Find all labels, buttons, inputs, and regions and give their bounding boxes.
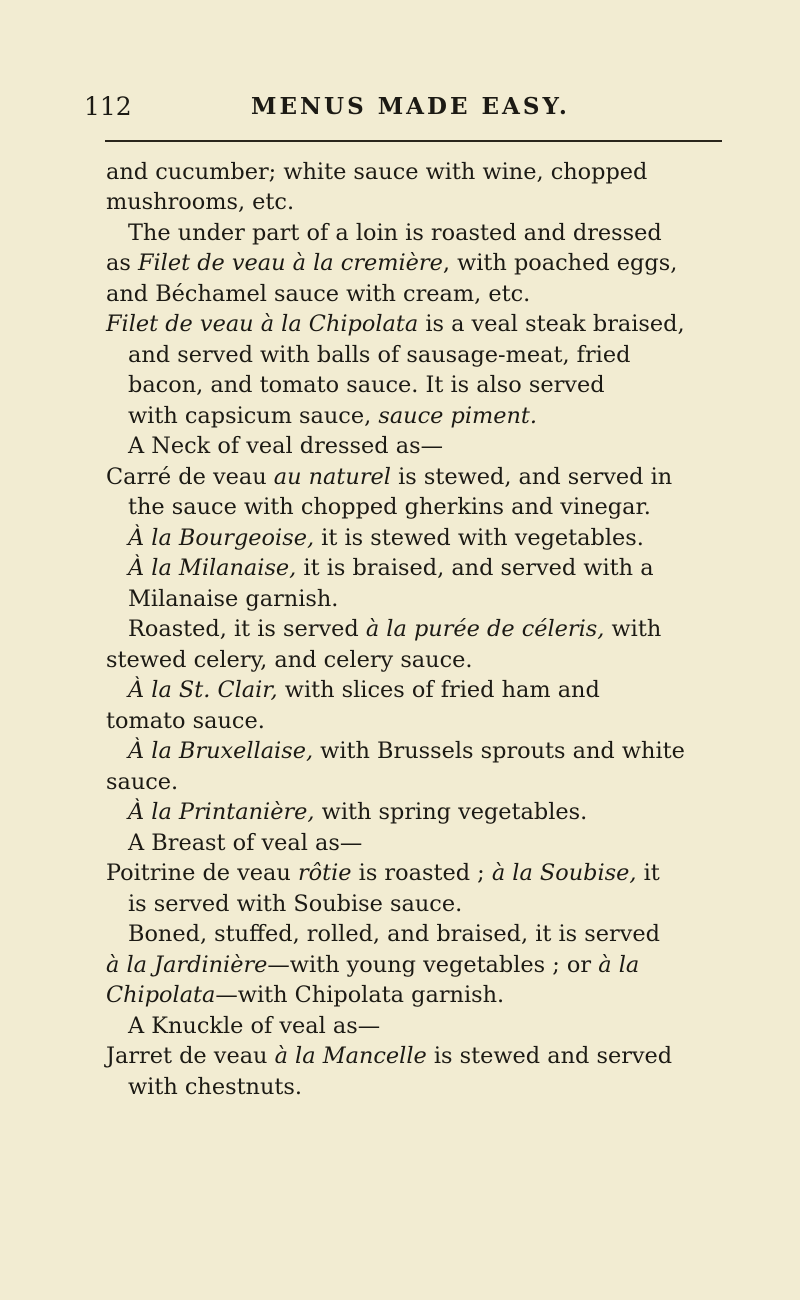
text-line: [128, 401, 537, 431]
text-run: is a veal steak braised,: [418, 311, 685, 337]
text-run: A Knuckle of veal as—: [128, 1013, 381, 1039]
text-line: [128, 523, 644, 553]
text-run: A Neck of veal dressed as—: [128, 433, 443, 459]
text-run: the sauce with chopped gherkins and vinegar.: [128, 494, 651, 520]
text-line: [106, 187, 294, 217]
text-line: [128, 675, 600, 705]
page-header: [84, 92, 744, 126]
text-line: [106, 980, 504, 1010]
text-run: Jarret de veau: [106, 1043, 275, 1069]
text-run: with Brussels sprouts and white: [313, 738, 685, 764]
text-line: [106, 309, 685, 339]
text-line: [128, 584, 338, 614]
text-run: , with poached eggs,: [442, 250, 678, 276]
text-line: [106, 157, 647, 187]
text-line: [106, 462, 672, 492]
italic-text: À la Bourgeoise,: [128, 525, 315, 551]
text-run: is stewed, and served in: [390, 464, 673, 490]
text-line: [128, 919, 660, 949]
text-line: [128, 614, 661, 644]
header-rule: [105, 140, 722, 142]
text-run: bacon, and tomato sauce. It is also served: [128, 372, 605, 398]
text-line: [106, 706, 265, 736]
italic-text: Chipolata: [106, 982, 216, 1008]
text-run: Carré de veau: [106, 464, 274, 490]
italic-text: Filet de veau à la cremière: [137, 250, 443, 276]
text-run: and Béchamel sauce with cream, etc.: [106, 281, 531, 307]
text-line: [106, 858, 660, 888]
text-run: it is braised, and served with a: [296, 555, 654, 581]
text-run: and served with balls of sausage-meat, fried: [128, 342, 631, 368]
text-line: [128, 218, 662, 248]
text-run: Roasted, it is served: [128, 616, 366, 642]
italic-text: au naturel: [273, 464, 391, 490]
text-line: [128, 797, 587, 827]
text-line: [106, 279, 530, 309]
text-run: —with young vegetables ; or: [267, 952, 599, 978]
text-line: [128, 1011, 380, 1041]
text-run: with chestnuts.: [128, 1074, 303, 1100]
italic-text: Filet de veau à la Chipolata: [106, 311, 419, 337]
text-run: is served with Soubise sauce.: [128, 891, 463, 917]
text-run: mushrooms, etc.: [106, 189, 295, 215]
italic-text: rôtie: [297, 860, 352, 886]
italic-text: à la Jardinière: [106, 952, 268, 978]
italic-text: à la purée de céleris,: [365, 616, 605, 642]
text-run: A Breast of veal as—: [128, 830, 363, 856]
italic-text: à la Soubise,: [491, 860, 637, 886]
text-run: with: [604, 616, 662, 642]
italic-text: À la Printanière,: [128, 799, 315, 825]
text-run: it is stewed with vegetables.: [314, 525, 644, 551]
text-run: stewed celery, and celery sauce.: [106, 647, 473, 673]
text-run: tomato sauce.: [106, 708, 265, 734]
text-line: [128, 340, 630, 370]
text-run: with spring vegetables.: [314, 799, 588, 825]
italic-text: À la Bruxellaise,: [128, 738, 314, 764]
text-line: [128, 736, 685, 766]
text-run: with slices of fried ham and: [277, 677, 600, 703]
italic-text: À la St. Clair,: [128, 677, 278, 703]
text-run: and cucumber; white sauce with wine, chopped: [106, 159, 648, 185]
text-line: [106, 950, 639, 980]
text-run: Milanaise garnish.: [128, 586, 339, 612]
text-line: [128, 492, 651, 522]
text-run: Boned, stuffed, rolled, and braised, it is served: [128, 921, 660, 947]
text-line: [106, 248, 677, 278]
text-run: is roasted ;: [351, 860, 492, 886]
text-run: Poitrine de veau: [106, 860, 298, 886]
text-run: it: [636, 860, 660, 886]
text-line: [128, 553, 654, 583]
page-number: 112: [84, 92, 132, 121]
text-line: [128, 889, 462, 919]
italic-text: sauce piment.: [378, 403, 538, 429]
text-run: —with Chipolata garnish.: [215, 982, 505, 1008]
text-line: [106, 1041, 672, 1071]
text-line: [128, 370, 605, 400]
text-line: [128, 828, 362, 858]
text-run: The under part of a loin is roasted and dressed: [128, 220, 662, 246]
italic-text: à la Mancelle: [274, 1043, 427, 1069]
text-run: is stewed and served: [426, 1043, 673, 1069]
text-run: sauce.: [106, 769, 179, 795]
text-run: as: [106, 250, 138, 276]
text-line: [106, 645, 472, 675]
text-line: [128, 1072, 302, 1102]
italic-text: À la Milanaise,: [128, 555, 297, 581]
text-line: [128, 431, 443, 461]
italic-text: à la: [598, 952, 640, 978]
running-head: MENUS MADE EASY.: [251, 93, 570, 120]
text-line: [106, 767, 178, 797]
text-run: with capsicum sauce,: [128, 403, 379, 429]
